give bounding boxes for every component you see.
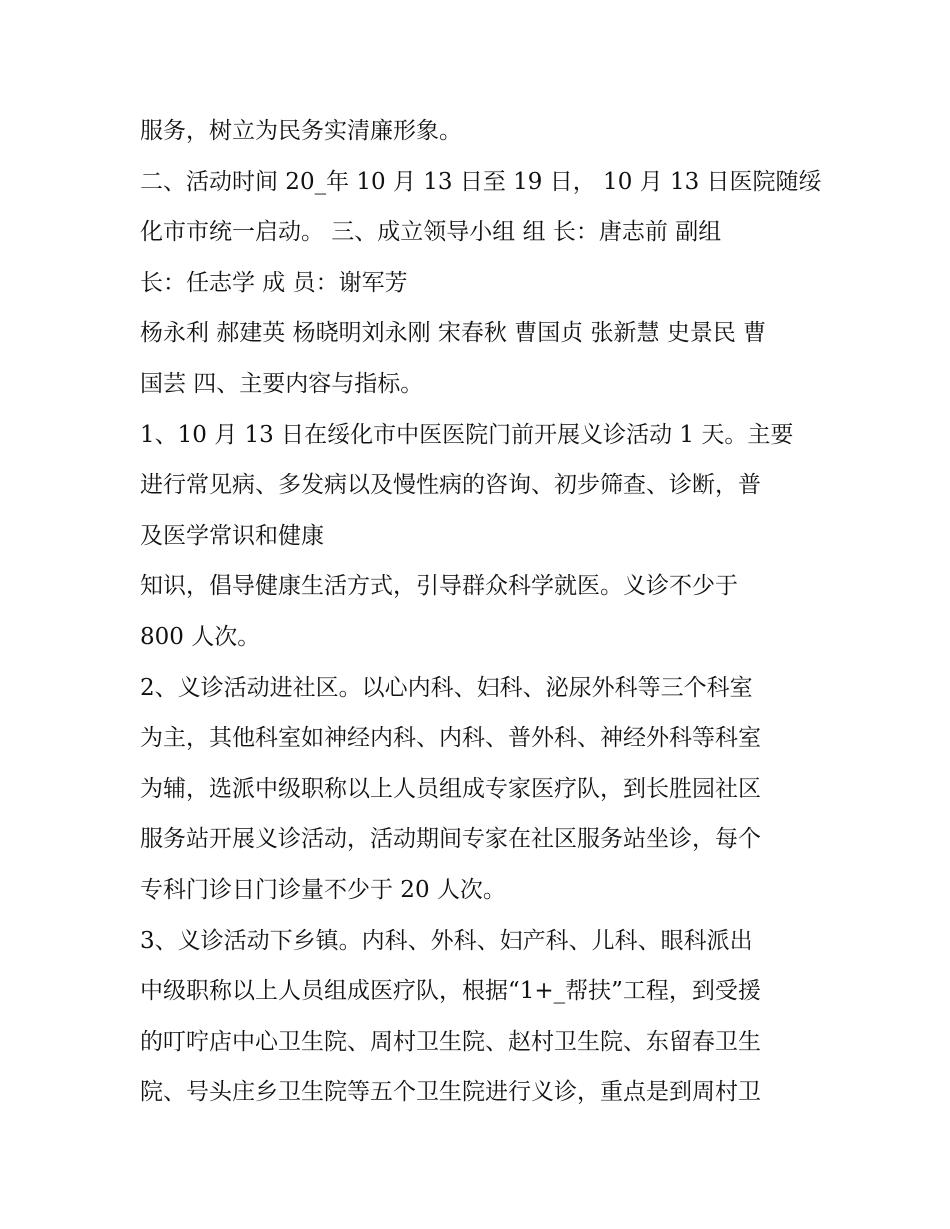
text-line: 2、义诊活动进社区。以心内科、妇科、泌尿外科等三个科室 <box>140 674 753 701</box>
text-line: 的叮咛店中心卫生院、周村卫生院、赵村卫生院、东留春卫生 <box>140 1028 761 1055</box>
text-line: 及医学常识和健康 <box>140 522 324 549</box>
text-line: 3、义诊活动下乡镇。内科、外科、妇产科、儿科、眼科派出 <box>140 927 753 954</box>
text-line: 为主，其他科室如神经内科、内科、普外科、神经外科等科室 <box>140 725 761 752</box>
text-line: 化市市统一启动。 三、成立领导小组 组 长：唐志前 副组 <box>140 219 722 246</box>
text-line: 国芸 四、主要内容与指标。 <box>140 370 424 397</box>
text-line: 杨永利 郝建英 杨晓明刘永刚 宋春秋 曹国贞 张新慧 史景民 曹 <box>140 320 767 347</box>
text-line: 院、号头庄乡卫生院等五个卫生院进行义诊，重点是到周村卫 <box>140 1079 761 1106</box>
text-line: 服务站开展义诊活动，活动期间专家在社区服务站坐诊，每个 <box>140 826 761 853</box>
text-line: 知识，倡导健康生活方式，引导群众科学就医。义诊不少于 <box>140 573 738 600</box>
text-line: 二、活动时间 20_年 10 月 13 日至 19 日， 10 月 13 日医院随绥 <box>140 168 822 195</box>
text-line: 进行常见病、多发病以及慢性病的咨询、初步筛查、诊断，普 <box>140 472 761 499</box>
text-line: 服务，树立为民务实清廉形象。 <box>140 118 462 144</box>
document-body <box>140 106 830 1118</box>
text-line: 为辅，选派中级职称以上人员组成专家医疗队，到长胜园社区 <box>140 775 761 802</box>
text-line: 长：任志学 成 员：谢军芳 <box>140 269 408 296</box>
text-line: 专科门诊日门诊量不少于 20 人次。 <box>140 876 506 903</box>
text-line: 中级职称以上人员组成医疗队，根据“1+_帮扶”工程，到受援 <box>140 978 761 1005</box>
text-line: 1、10 月 13 日在绥化市中医医院门前开展义诊活动 1 天。主要 <box>140 421 794 448</box>
text-line: 800 人次。 <box>140 623 261 650</box>
